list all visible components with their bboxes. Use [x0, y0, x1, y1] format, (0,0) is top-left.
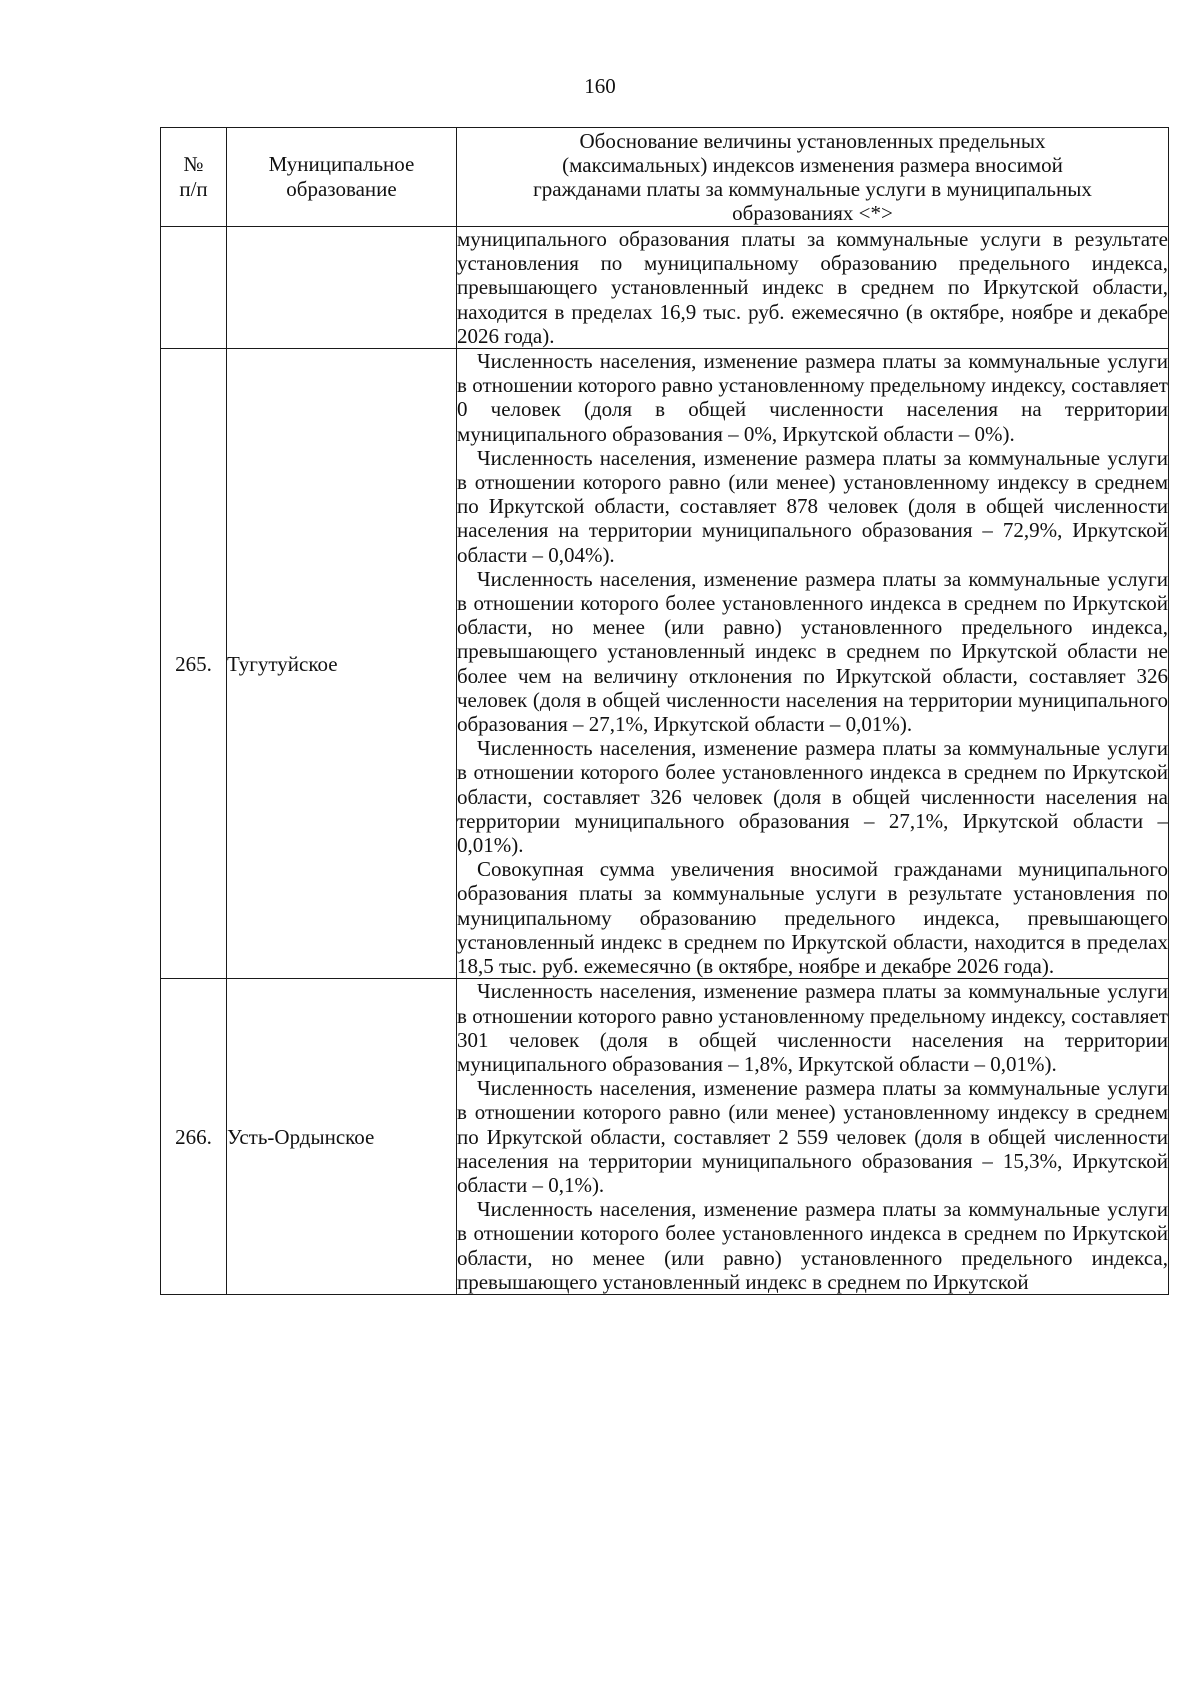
- page-number: 160: [584, 74, 616, 98]
- table-header-row: [161, 128, 1169, 227]
- justification-paragraph: Численность населения, изменение размера платы за коммунальные услуги в отношении которого равно установленному предельному индексу, составляет 0 человек (доля в общей численности населения на территории муниципального образования – 0%, Иркутской области – 0%).: [457, 349, 1168, 446]
- header-justification-line: (максимальных) индексов изменения размера вносимой: [562, 152, 1063, 177]
- row-municipality: Усть-Ордынское: [227, 979, 457, 1295]
- justification-paragraph: Численность населения, изменение размера платы за коммунальные услуги в отношении которого равно (или менее) установленному индексу в среднем по Иркутской области, составляет 878 человек (доля в общей численности населения на территории муниципального образования – 72,9%, Иркутской области – 0,04%).: [457, 445, 1168, 567]
- justification-paragraph: Численность населения, изменение размера платы за коммунальные услуги в отношении которого более установленного индекса в среднем по Иркутской области, но менее (или равно) установленного предельного индекса, превышающего установленный индекс в среднем по Иркутской: [457, 1197, 1168, 1294]
- row-number: 266.: [161, 979, 227, 1295]
- header-number-line: п/п: [179, 177, 208, 201]
- table-row: [161, 227, 1169, 349]
- header-municipality: [227, 128, 457, 227]
- header-municipality-line: Муниципальное: [268, 152, 415, 176]
- row-justification: [457, 979, 1169, 1295]
- row-justification: [457, 349, 1169, 979]
- table-row: [161, 349, 1169, 979]
- justification-paragraph: Численность населения, изменение размера платы за коммунальные услуги в отношении которого равно установленному предельному индексу, составляет 301 человек (доля в общей численности населения на территории муниципального образования – 1,8%, Иркутской области – 0,01%).: [457, 979, 1168, 1076]
- justification-paragraph: Совокупная сумма увеличения вносимой гражданами муниципального образования платы за коммунальные услуги в результате установления по муниципальному образованию предельного индекса, превышающего установленный индекс в среднем по Иркутской области, находится в пределах 18,5 тыс. руб. ежемесячно (в октябре, ноябре и декабре 2026 года).: [457, 857, 1168, 979]
- row-justification: [457, 227, 1169, 349]
- justification-paragraph: Численность населения, изменение размера платы за коммунальные услуги в отношении которого более установленного индекса в среднем по Иркутской области, составляет 326 человек (доля в общей численности населения на территории муниципального образования – 27,1%, Иркутской области – 0,01%).: [457, 736, 1168, 858]
- table-row: [161, 979, 1169, 1295]
- row-number: 265.: [161, 349, 227, 979]
- header-justification: [457, 128, 1169, 227]
- justification-paragraph: Численность населения, изменение размера платы за коммунальные услуги в отношении которого более установленного индекса в среднем по Иркутской области, но менее (или равно) установленного предельного индекса, превышающего установленный индекс в среднем по Иркутской области не более чем на величину отклонения по Иркутской области, составляет 326 человек (доля в общей численности населения на территории муниципального образования – 27,1%, Иркутской области – 0,01%).: [457, 566, 1168, 737]
- header-municipality-line: образование: [286, 177, 397, 201]
- justification-paragraph: Численность населения, изменение размера платы за коммунальные услуги в отношении которого равно (или менее) установленному индексу в среднем по Иркутской области, составляет 2 559 человек (доля в общей численности населения на территории муниципального образования – 15,3%, Иркутской области – 0,1%).: [457, 1076, 1168, 1197]
- header-justification-line: гражданами платы за коммунальные услуги в муниципальных: [533, 177, 1092, 201]
- row-municipality: Тугутуйское: [227, 349, 457, 979]
- header-number-line: №: [183, 152, 204, 176]
- header-justification-line: образованиях <*>: [732, 201, 893, 226]
- header-justification-line: Обоснование величины установленных предельных: [579, 128, 1046, 153]
- header-number: [161, 128, 227, 227]
- row-number: [161, 227, 227, 349]
- justification-paragraph: муниципального образования платы за коммунальные услуги в результате установления по муниципальному образованию предельного индекса, превышающего установленный индекс в среднем по Иркутской области, находится в пределах 16,9 тыс. руб. ежемесячно (в октябре, ноябре и декабре 2026 года).: [457, 227, 1168, 348]
- data-table: [160, 127, 1169, 1295]
- row-municipality: [227, 227, 457, 349]
